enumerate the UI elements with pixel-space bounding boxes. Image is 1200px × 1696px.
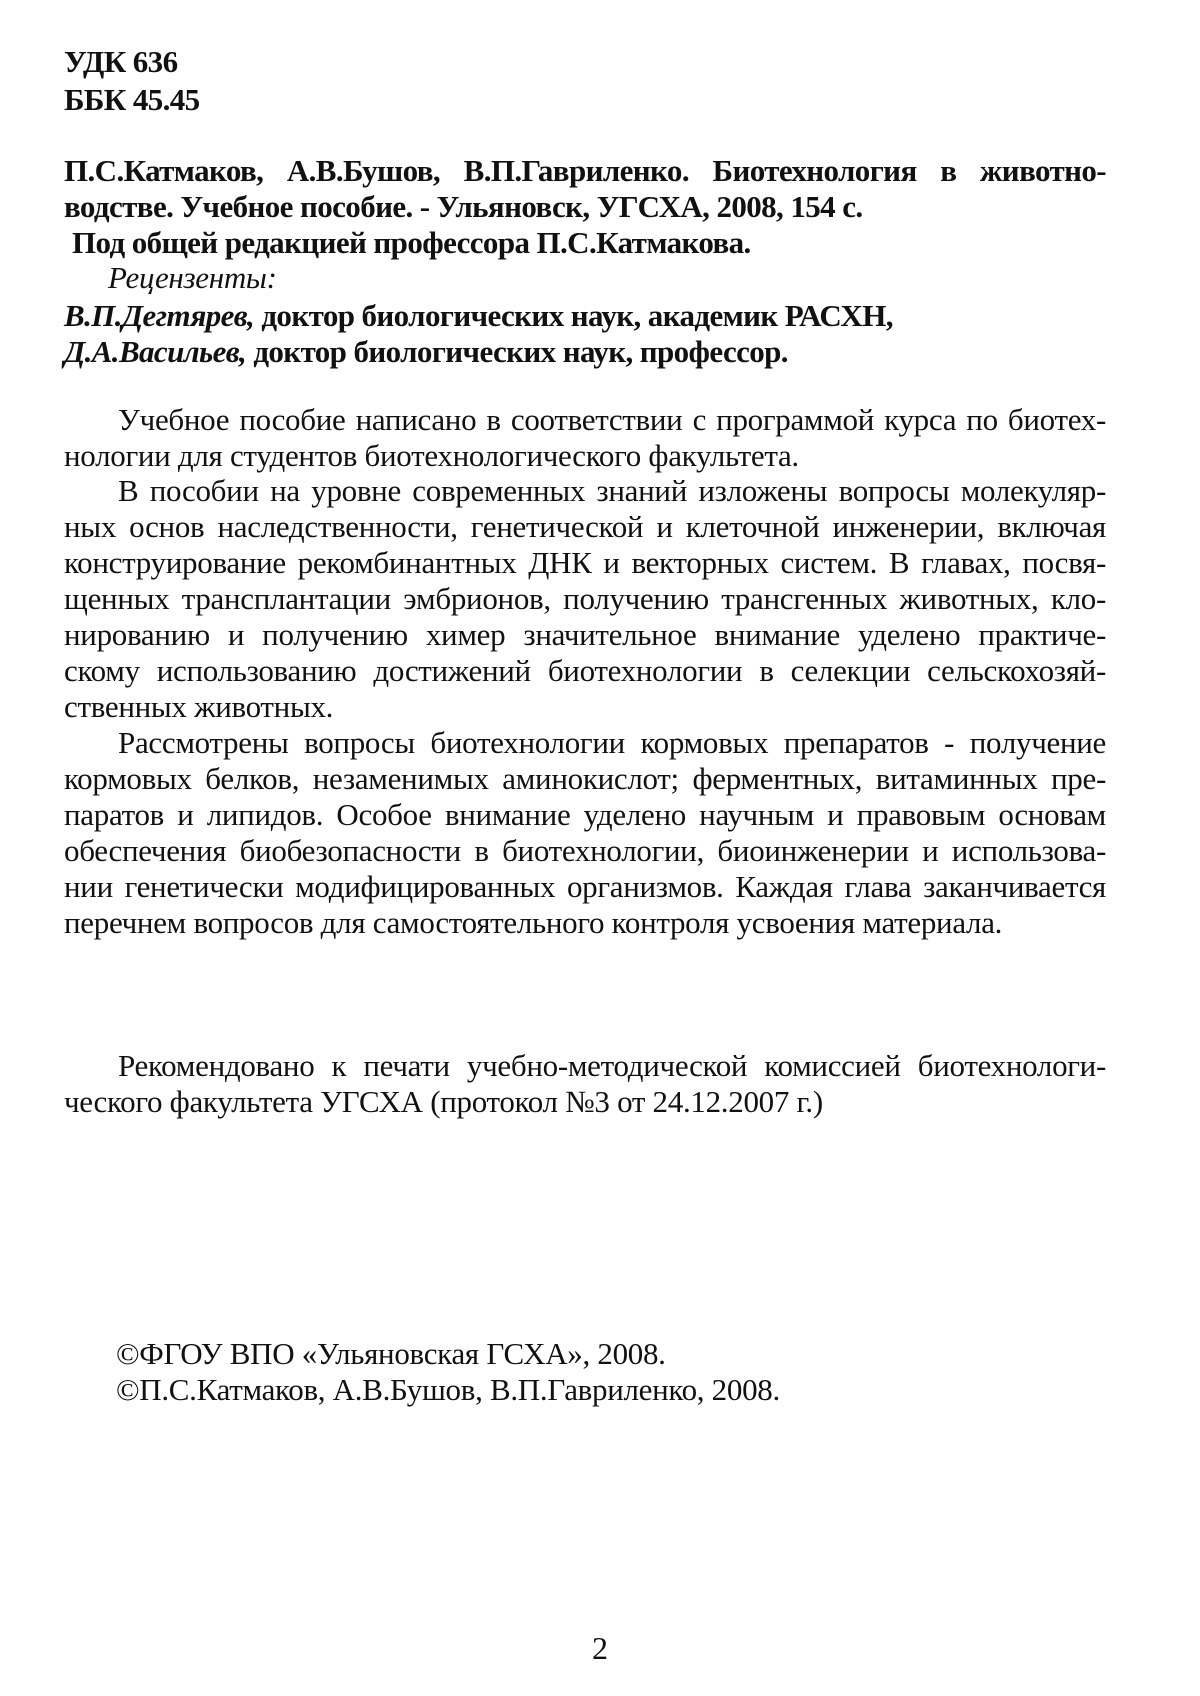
reviewer-entry bbox=[64, 332, 788, 372]
bibliography-line: водстве. Учебное пособие. - Ульяновск, УГСХА, 2008, 154 с. bbox=[64, 189, 863, 224]
reviewer-name: В.П.Дегтярев, bbox=[64, 298, 255, 333]
abstract-line: кормовых белков, незаменимых аминокислот; ферментных, витаминных пре- bbox=[64, 761, 1106, 796]
reviewer-title: доктор биологических наук, профессор. bbox=[246, 334, 788, 369]
bibliography-line: П.С.Катмаков, А.В.Бушов, В.П.Гавриленко. Биотехнология в животно- bbox=[64, 153, 1106, 188]
abstract-line: паратов и липидов. Особое внимание уделено научным и правовым основам bbox=[64, 797, 1106, 832]
abstract-line: скому использованию достижений биотехнологии в селекции сельскохозяй- bbox=[64, 653, 1106, 688]
editor-line: Под общей редакцией профессора П.С.Катмакова. bbox=[72, 225, 751, 260]
reviewers-heading: Рецензенты: bbox=[108, 260, 277, 295]
abstract-line: ственных животных. bbox=[64, 689, 334, 724]
copyright-line: ©П.С.Катмаков, А.В.Бушов, В.П.Гавриленко, 2008. bbox=[116, 1372, 780, 1407]
abstract-line: нии генетически модифицированных организмов. Каждая глава заканчивается bbox=[64, 869, 1106, 904]
reviewer-title: доктор биологических наук, академик РАСХН, bbox=[254, 298, 893, 333]
abstract-line: щенных трансплантации эмбрионов, получению трансгенных животных, кло- bbox=[64, 581, 1106, 616]
reviewer-name: Д.А.Васильев, bbox=[64, 334, 247, 369]
bbk-code: ББК 45.45 bbox=[64, 82, 200, 117]
abstract-line: Рассмотрены вопросы биотехнологии кормовых препаратов - получение bbox=[118, 725, 1106, 760]
abstract-line: Учебное пособие написано в соответствии с программой курса по биотех- bbox=[118, 402, 1106, 437]
copyright-line: ©ФГОУ ВПО «Ульяновская ГСХА», 2008. bbox=[116, 1336, 666, 1371]
udk-code: УДК 636 bbox=[64, 44, 178, 79]
abstract-line: перечнем вопросов для самостоятельного контроля усвоения материала. bbox=[64, 905, 1003, 940]
abstract-line: нологии для студентов биотехнологического факультета. bbox=[64, 438, 799, 473]
abstract-line: нированию и получению химер значительное внимание уделено практиче- bbox=[64, 617, 1106, 652]
page-number: 2 bbox=[592, 1630, 608, 1666]
approval-line: ческого факультета УГСХА (протокол №3 от 24.12.2007 г.) bbox=[64, 1084, 823, 1119]
abstract-line: обеспечения биобезопасности в биотехнологии, биоинженерии и использова- bbox=[64, 833, 1106, 868]
abstract-line: конструирование рекомбинантных ДНК и векторных систем. В главах, посвя- bbox=[64, 545, 1106, 580]
abstract-line: ных основ наследственности, генетической и клеточной инженерии, включая bbox=[64, 509, 1106, 544]
approval-line: Рекомендовано к печати учебно-методической комиссией биотехнологи- bbox=[118, 1048, 1106, 1083]
reviewer-entry bbox=[64, 296, 893, 336]
abstract-line: В пособии на уровне современных знаний изложены вопросы молекуляр- bbox=[118, 473, 1106, 508]
